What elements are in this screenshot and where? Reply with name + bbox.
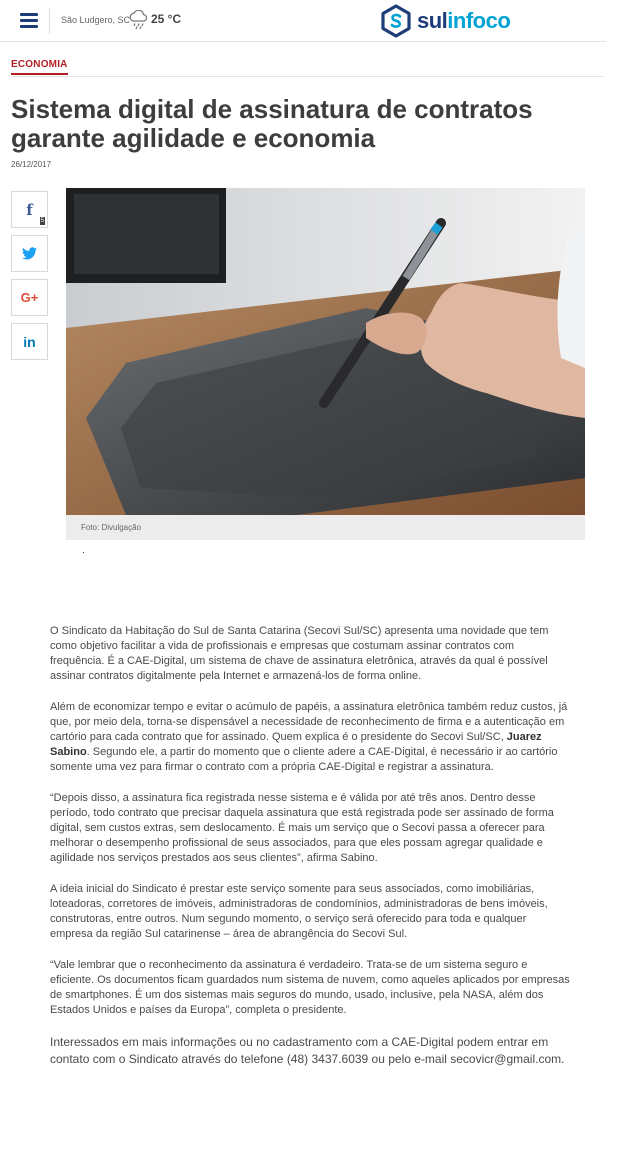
article-title: Sistema digital de assinatura de contratos garante agilidade e economia xyxy=(11,94,533,153)
paragraph-4: A ideia inicial do Sindicato é prestar este serviço somente para seus associados, como imobiliárias, loteadoras, corretores de imóveis, administradoras de condomínios, administradoras de bens imóveis, construtoras, entre outros. Num segundo momento, o serviço será oferecido para toda e qualquer empresa da região Sul catarinense – área de abrangência do Secovi Sul. xyxy=(50,883,548,940)
twitter-icon xyxy=(22,247,37,260)
article-photo xyxy=(66,188,585,515)
header-divider xyxy=(49,8,50,34)
paragraph-1: O Sindicato da Habitação do Sul de Santa Catarina (Secovi Sul/SC) apresenta uma novidade que tem como objetivo facilitar a vida de profissionais e empresas que costumam assinar contratos com frequência. É a CAE-Digital, um sistema de chave de assinatura eletrônica, através da qual é possível assinar contratos digitalmente pela Internet e armazená-los de forma online. xyxy=(50,625,549,682)
logo-hexagon-icon xyxy=(379,4,413,38)
weather-city: São Ludgero, SC xyxy=(61,15,131,25)
image-caption: Foto: Divulgação xyxy=(66,515,585,540)
weather-temperature: 25 °C xyxy=(151,12,182,26)
share-facebook-button[interactable] xyxy=(11,191,48,228)
category-link[interactable]: ECONOMIA xyxy=(11,59,68,75)
separator-dot: . xyxy=(82,545,85,556)
article-body xyxy=(50,624,570,1084)
site-logo[interactable] xyxy=(379,4,510,38)
share-count-badge: 5 xyxy=(40,218,44,224)
category-divider xyxy=(11,76,604,77)
logo-text: sulinfoco xyxy=(417,8,511,33)
share-googleplus-button[interactable] xyxy=(11,279,48,316)
paragraph-3: “Depois disso, a assinatura fica registrada nesse sistema e é válida por até três anos. Dentro desse período, todo contrato que precisar daquela assinatura que está registrada pode ser assinado de forma digital, sem custos extras, sem deslocamento. É mais um serviço que o Secovi passa a oferecer para melhorar o desempenho profissional de seus associados, para que eles possam agregar qualidade e agilidade nos serviços prestados aos seus clientes”, afirma Sabino. xyxy=(50,792,554,864)
share-linkedin-button[interactable] xyxy=(11,323,48,360)
linkedin-icon: in xyxy=(23,333,36,350)
article-date: 26/12/2017 xyxy=(11,160,52,169)
article-figure xyxy=(66,188,585,540)
paragraph-6: Interessados em mais informações ou no cadastramento com a CAE-Digital podem entrar em contato com o Sindicato através do telefone (48) 3437.6039 ou pelo e-mail secovicr@gmail.com. xyxy=(50,1035,565,1066)
paragraph-2: Além de economizar tempo e evitar o acúmulo de papéis, a assinatura eletrônica também reduz custos, já que, por meio dela, torna-se dispensável a necessidade de reconhecimento de firma e a autenticação em cartório para cada contrato que for assinado. Quem explica é o presidente do Secovi Sul/SC, Juarez Sabino. Segundo ele, a partir do momento que o cliente adere a CAE-Digital, é necessário ir ao cartório somente uma vez para firmar o contrato com a própria CAE-Digital e registrar a assinatura. xyxy=(50,701,568,773)
googleplus-icon: G+ xyxy=(20,290,39,305)
facebook-icon: f xyxy=(26,200,33,219)
cloud-rain-icon xyxy=(128,10,150,30)
president-name: Juarez Sabino xyxy=(50,731,542,758)
paragraph-5: “Vale lembrar que o reconhecimento da assinatura é verdadeiro. Trata-se de um sistema seguro e eficiente. Os documentos ficam guardados num sistema de nuvem, como aqueles aplicados por empresas de smartphones. É um dos sistemas mais seguros do mundo, usado, inclusive, pela NASA, além dos Estados Unidos e países da Europa”, completa o presidente. xyxy=(50,959,570,1016)
top-bar xyxy=(0,0,606,42)
hamburger-menu-icon[interactable] xyxy=(20,13,38,28)
share-twitter-button[interactable] xyxy=(11,235,48,272)
